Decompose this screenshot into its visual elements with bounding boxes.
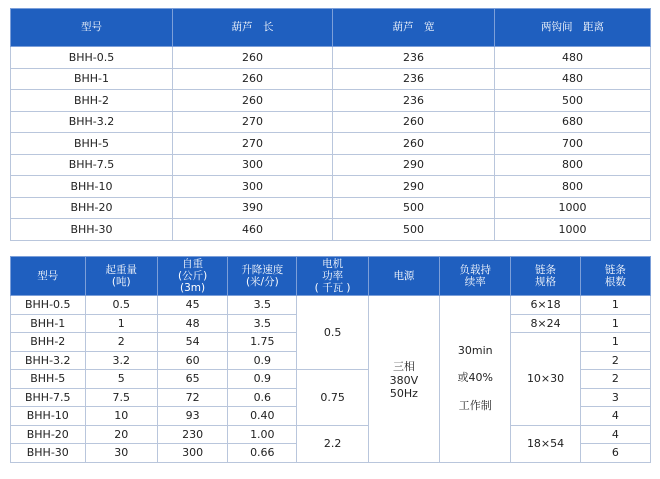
cell-hoist-length: 270 [173,133,333,155]
duty-line: 或40% [457,371,493,385]
cell-model: BHH-10 [11,407,86,426]
cell-hook-distance: 700 [495,133,651,155]
cell-model: BHH-1 [11,68,173,90]
cell-speed: 1.00 [228,425,297,444]
cell-weight: 45 [157,296,227,315]
cell-speed: 0.6 [228,388,297,407]
cell-chain-count: 3 [580,388,650,407]
cell-hoist-width: 500 [333,219,495,241]
cell-hoist-width: 500 [333,197,495,219]
cell-power-source: 三相 380V 50Hz [368,296,439,463]
cell-weight: 230 [157,425,227,444]
cell-power: 0.5 [297,296,368,370]
cell-hoist-width: 290 [333,176,495,198]
table-row [11,176,651,198]
table-row [11,68,651,90]
cell-capacity: 2 [85,333,157,352]
cell-chain-spec: 10×30 [511,333,580,426]
cell-capacity: 3.2 [85,351,157,370]
cell-weight: 300 [157,444,227,463]
cell-duty [440,296,511,463]
cell-weight: 54 [157,333,227,352]
cell-capacity: 5 [85,370,157,389]
cell-hoist-width: 236 [333,90,495,112]
cell-power: 0.75 [297,370,368,426]
cell-hook-distance: 480 [495,68,651,90]
cell-chain-count: 4 [580,407,650,426]
cell-model: BHH-30 [11,219,173,241]
cell-chain-count: 6 [580,444,650,463]
cell-model: BHH-5 [11,370,86,389]
spec-header-power: 电机 功率 ( 千瓦 ) [297,257,368,296]
header-hook-distance: 两钩间 距离 [495,9,651,47]
cell-speed: 0.9 [228,351,297,370]
cell-model: BHH-20 [11,197,173,219]
cell-model: BHH-1 [11,314,86,333]
table-row [11,90,651,112]
cell-chain-spec: 18×54 [511,425,580,462]
cell-chain-count: 4 [580,425,650,444]
cell-hook-distance: 500 [495,90,651,112]
duty-line: 工作制 [458,399,492,413]
cell-weight: 48 [157,314,227,333]
cell-speed: 3.5 [228,296,297,315]
cell-speed: 0.40 [228,407,297,426]
spec-header-speed: 升降速度 (米/分) [228,257,297,296]
cell-hook-distance: 800 [495,154,651,176]
cell-capacity: 0.5 [85,296,157,315]
spec-header-model: 型号 [11,257,86,296]
cell-capacity: 30 [85,444,157,463]
cell-chain-count: 2 [580,351,650,370]
cell-model: BHH-0.5 [11,296,86,315]
cell-chain-count: 1 [580,333,650,352]
cell-model: BHH-20 [11,425,86,444]
cell-model: BHH-10 [11,176,173,198]
header-hoist-length: 葫芦 长 [173,9,333,47]
cell-model: BHH-3.2 [11,111,173,133]
cell-hoist-length: 260 [173,90,333,112]
cell-hook-distance: 800 [495,176,651,198]
cell-speed: 1.75 [228,333,297,352]
table-row [11,133,651,155]
cell-weight: 72 [157,388,227,407]
cell-capacity: 7.5 [85,388,157,407]
cell-speed: 0.66 [228,444,297,463]
dimensions-header-row [11,9,651,47]
cell-weight: 93 [157,407,227,426]
cell-model: BHH-2 [11,90,173,112]
duty-line: 30min [457,344,493,358]
table-row [11,197,651,219]
cell-hook-distance: 1000 [495,219,651,241]
table-row [11,425,651,444]
cell-model: BHH-0.5 [11,47,173,69]
cell-hoist-length: 390 [173,197,333,219]
cell-hook-distance: 680 [495,111,651,133]
header-model: 型号 [11,9,173,47]
cell-hoist-width: 290 [333,154,495,176]
cell-model: BHH-2 [11,333,86,352]
table-row [11,111,651,133]
table-row [11,47,651,69]
cell-model: BHH-3.2 [11,351,86,370]
table-row [11,296,651,315]
cell-hook-distance: 1000 [495,197,651,219]
spec-header-chain-spec: 链条 规格 [511,257,580,296]
table-row [11,219,651,241]
cell-hook-distance: 480 [495,47,651,69]
cell-hoist-length: 270 [173,111,333,133]
cell-speed: 0.9 [228,370,297,389]
cell-chain-spec: 8×24 [511,314,580,333]
spec-header-duty: 负载持 续率 [440,257,511,296]
cell-hoist-width: 236 [333,47,495,69]
spec-header-power-source: 电源 [368,257,439,296]
cell-capacity: 1 [85,314,157,333]
dimensions-table [10,8,651,241]
cell-capacity: 20 [85,425,157,444]
table-row [11,154,651,176]
spec-header-row [11,257,651,296]
cell-chain-spec: 6×18 [511,296,580,315]
header-hoist-width: 葫芦 宽 [333,9,495,47]
spec-header-capacity: 起重量 (吨) [85,257,157,296]
spec-header-weight: 自重 (公斤) (3m) [157,257,227,296]
cell-hoist-length: 460 [173,219,333,241]
cell-hoist-length: 300 [173,154,333,176]
spec-header-chain-count: 链条 根数 [580,257,650,296]
cell-speed: 3.5 [228,314,297,333]
cell-weight: 60 [157,351,227,370]
cell-power: 2.2 [297,425,368,462]
cell-model: BHH-5 [11,133,173,155]
cell-hoist-length: 260 [173,47,333,69]
cell-model: BHH-7.5 [11,388,86,407]
cell-chain-count: 1 [580,314,650,333]
cell-weight: 65 [157,370,227,389]
cell-capacity: 10 [85,407,157,426]
cell-chain-count: 1 [580,296,650,315]
cell-hoist-length: 260 [173,68,333,90]
cell-hoist-length: 300 [173,176,333,198]
specifications-table [10,256,651,463]
cell-chain-count: 2 [580,370,650,389]
cell-model: BHH-7.5 [11,154,173,176]
cell-hoist-width: 236 [333,68,495,90]
cell-hoist-width: 260 [333,111,495,133]
cell-hoist-width: 260 [333,133,495,155]
cell-model: BHH-30 [11,444,86,463]
